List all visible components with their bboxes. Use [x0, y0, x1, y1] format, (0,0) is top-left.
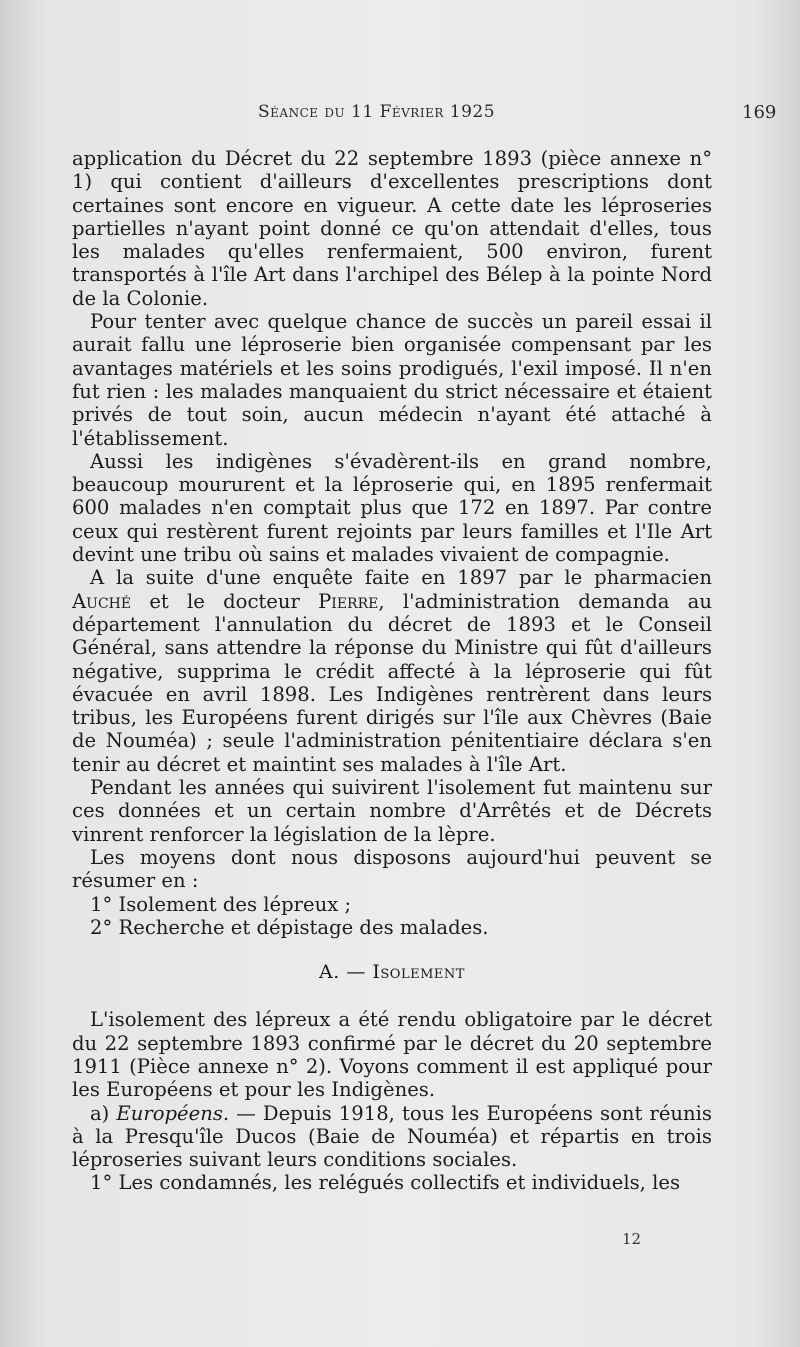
- paragraph-5: Pendant les années qui suivirent l'isolement fut maintenu sur ces données et un certain nombre d'Arrêtés et de Décrets vinrent renforcer la législation de la lèpre.: [72, 776, 712, 846]
- paragraph-europeens: [72, 1102, 712, 1172]
- paragraph-4: [72, 566, 712, 776]
- europeens-term: Européens.: [116, 1101, 230, 1125]
- section-title: Isolement: [372, 961, 465, 984]
- paragraph-7: L'isolement des lépreux a été rendu obligatoire par le décret du 22 septembre 1893 confirmé par le décret du 20 septembre 1911 (Pièce annexe n° 2). Voyons comment il est appliqué pour les Européens et pour les Indigènes.: [72, 1008, 712, 1102]
- list-item-1: 1° Isolement des lépreux ;: [90, 892, 352, 916]
- paragraph-6: Les moyens dont nous disposons aujourd'hui peuvent se résumer en :: [72, 845, 712, 893]
- paragraph-4-part-1: A la suite d'une enquête faite en 1897 par le pharmacien: [90, 566, 712, 590]
- name-auche: Auché: [72, 589, 132, 613]
- signature-mark: 12: [622, 1230, 642, 1248]
- name-pierre: Pierre: [318, 589, 379, 613]
- paragraph-4-part-2: et le docteur: [131, 589, 319, 613]
- section-letter: A. —: [319, 961, 373, 984]
- section-heading: [72, 961, 712, 984]
- body-text: [72, 147, 712, 1195]
- running-head: [0, 102, 800, 132]
- paragraph-4-part-3: , l'administration demanda au département l'annulation du décret de 1893 et le Conseil Général, sans attendre la réponse du Ministre qui fût d'ailleurs négative, supprima le crédit affecté à la léproserie qui fût évacuée en avril 1898. Les Indigènes rentrèrent dans leurs tribus, les Européens furent dirigés sur l'île aux Chèvres (Baie de Nouméa) ; seule l'administration pénitentiaire déclara s'en tenir au décret et maintint ses malades à l'île Art.: [72, 589, 712, 776]
- paragraph-3: Aussi les indigènes s'évadèrent-ils en grand nombre, beaucoup moururent et la léproserie qui, en 1895 renfermait 600 malades n'en comptait plus que 172 en 1897. Par contre ceux qui restèrent furent rejoints par leurs familles et l'Ile Art devint une tribu où sains et malades vivaient de compagnie.: [72, 449, 712, 567]
- list-item-2: 2° Recherche et dépistage des malades.: [90, 915, 489, 939]
- paragraph-1: application du Décret du 22 septembre 1893 (pièce annexe n° 1) qui contient d'ailleurs d'excellentes prescriptions dont certaines sont encore en vigueur. A cette date les léproseries partielles n'ayant point donné ce qu'on attendait d'elles, tous les malades qu'elles renfermaient, 500 environ, furent transportés à l'île Art dans l'archipel des Bélep à la pointe Nord de la Colonie.: [72, 147, 712, 310]
- europeens-prefix: a): [90, 1101, 117, 1125]
- running-title: Séance du 11 Février 1925: [258, 102, 496, 122]
- paragraph-2: Pour tenter avec quelque chance de succès un pareil essai il aurait fallu une léproserie bien organisée compensant par les avantages matériels et les soins prodigués, l'exil imposé. Il n'en fut rien : les malades manquaient du strict nécessaire et étaient privés de tout soin, aucun médecin n'ayant été attaché à l'établissement.: [72, 310, 712, 450]
- europeens-text: — Depuis 1918, tous les Européens sont réunis à la Presqu'île Ducos (Baie de Nouméa) et répartis en trois léproseries suivant leurs conditions sociales.: [72, 1101, 712, 1172]
- page-number: 169: [742, 102, 777, 123]
- last-line: 1° Les condamnés, les relégués collectifs et individuels, les: [90, 1171, 681, 1195]
